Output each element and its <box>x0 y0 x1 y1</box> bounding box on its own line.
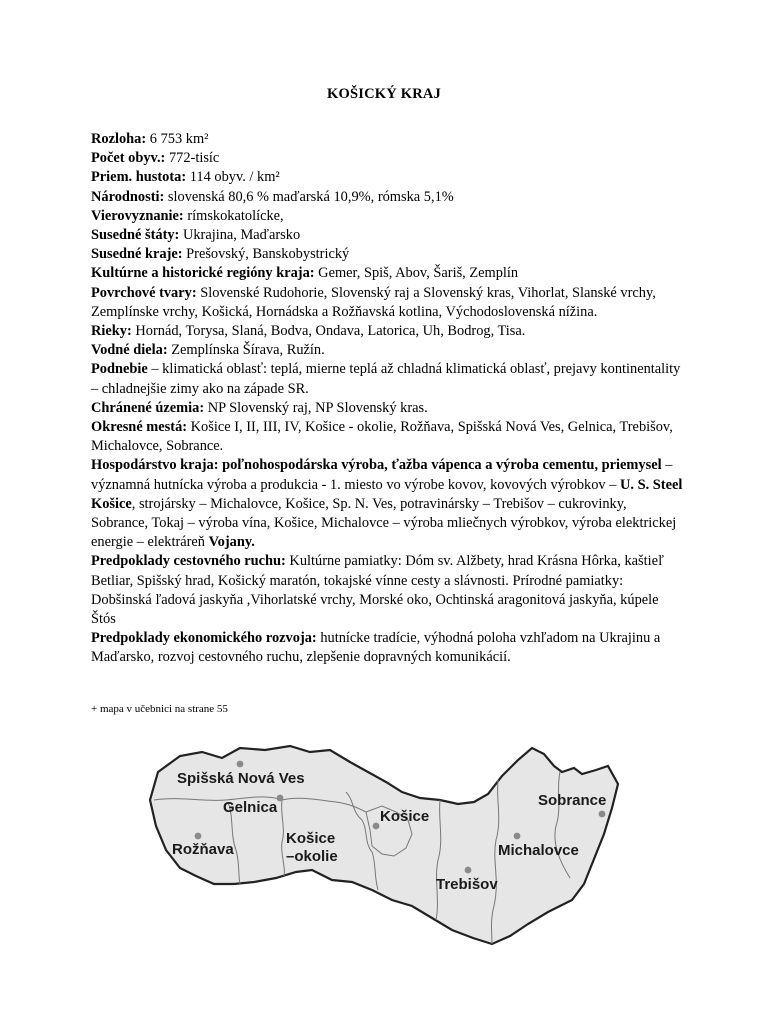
label-district-towns: Okresné mestá: <box>91 419 188 436</box>
paragraph-water-works <box>91 341 683 360</box>
label-rivers: Rieky: <box>91 323 132 340</box>
label-trebisov: Trebišov <box>436 876 498 893</box>
value-nationalities: slovenská 80,6 % maďarská 10,9%, rómska 5,1% <box>164 188 454 205</box>
paragraph-density <box>91 168 683 187</box>
value-development: hutnícke tradície, výhodná poloha vzhľadom na Ukrajinu a Maďarsko, rozvoj cestovného ruchu, zlepšenie dopravných komunikácií. <box>91 630 661 666</box>
value-religion: rímskokatolícke, <box>183 207 284 224</box>
paragraph-population <box>91 149 683 168</box>
label-landforms: Povrchové tvary: <box>91 284 197 301</box>
label-protected-areas: Chránené územia: <box>91 399 205 416</box>
value-landforms: Slovenské Rudohorie, Slovenský raj a Slovenský kras, Vihorlat, Slanské vrchy, Zemplínske vrchy, Košická, Hornádska a Rožňavská kotlina, Východoslovenská nížina. <box>91 284 656 320</box>
value-economy-2: , strojársky – Michalovce, Košice, Sp. N. Ves, potravinársky – Trebišov – cukrovinky, Sobrance, Tokaj – výroba vína, Košice, Michalovce – výroba mliečnych výrobkov, výroba elektrickej energie – elektráreň <box>91 495 677 551</box>
label-historic-regions: Kultúrne a historické regióny kraja: <box>91 265 315 282</box>
paragraph-religion <box>91 207 683 226</box>
power-plant-name: Vojany. <box>208 534 255 551</box>
paragraph-nationalities <box>91 188 683 207</box>
label-neighbor-regions: Susedné kraje: <box>91 246 183 263</box>
paragraph-protected-areas <box>91 399 683 418</box>
paragraph-climate <box>91 360 683 398</box>
value-population: 772-tisíc <box>165 150 220 167</box>
page-title: KOŠICKÝ KRAJ <box>327 86 441 102</box>
label-economy: Hospodárstvo kraja: poľnohospodárska výroba, ťažba vápenca a výroba cementu, priemysel <box>91 457 662 474</box>
marker-trebisov <box>465 867 472 874</box>
label-roznava: Rožňava <box>172 841 234 858</box>
label-kosice: Košice <box>380 808 430 825</box>
paragraph-economy <box>91 456 683 552</box>
paragraph-landforms <box>91 284 683 322</box>
label-michalovce: Michalovce <box>498 842 579 859</box>
value-neighbor-states: Ukrajina, Maďarsko <box>179 227 301 244</box>
paragraph-area <box>91 130 683 149</box>
value-area: 6 753 km² <box>146 131 209 147</box>
paragraph-historic-regions <box>91 264 683 283</box>
marker-spisska-nova-ves <box>237 761 244 768</box>
label-climate: Podnebie <box>91 361 148 378</box>
label-neighbor-states: Susedné štáty: <box>91 227 180 244</box>
paragraph-neighbor-states <box>91 226 683 245</box>
value-density: 114 obyv. / km² <box>186 169 280 186</box>
marker-michalovce <box>514 833 521 840</box>
paragraph-neighbor-regions <box>91 245 683 264</box>
value-neighbor-regions: Prešovský, Banskobystrický <box>182 246 350 263</box>
label-nationalities: Národnosti: <box>91 188 165 205</box>
value-rivers: Hornád, Torysa, Slaná, Bodva, Ondava, Latorica, Uh, Bodrog, Tisa. <box>131 323 526 340</box>
value-protected-areas: NP Slovenský raj, NP Slovenský kras. <box>204 399 428 416</box>
marker-gelnica <box>277 795 284 802</box>
value-economy-1: – významná hutnícka výroba a produkcia - 1. miesto vo výrobe kovov, kovových výrobkov – <box>91 457 673 493</box>
label-gelnica: Gelnica <box>223 799 278 816</box>
value-climate: – klimatická oblasť: teplá, mierne teplá až chladná klimatická oblasť, prejavy kontinentality – chladnejšie zimy ako na západe SR. <box>91 361 681 397</box>
label-development: Predpoklady ekonomického rozvoja: <box>91 630 317 647</box>
label-spisska-nova-ves: Spišská Nová Ves <box>177 770 305 787</box>
label-density: Priem. hustota: <box>91 169 187 186</box>
value-district-towns: Košice I, II, III, IV, Košice - okolie, Rožňava, Spišská Nová Ves, Gelnica, Trebišov, Michalovce, Sobrance. <box>91 419 673 455</box>
marker-roznava <box>195 833 202 840</box>
label-tourism: Predpoklady cestovného ruchu: <box>91 553 286 570</box>
label-sobrance: Sobrance <box>538 792 607 809</box>
marker-sobrance <box>599 811 606 818</box>
label-kosice-okolie-1: Košice <box>286 830 336 847</box>
company-name: U. S. Steel Košice <box>91 476 683 512</box>
document-body <box>91 130 683 668</box>
value-historic-regions: Gemer, Spiš, Abov, Šariš, Zemplín <box>314 265 519 282</box>
label-water-works: Vodné diela: <box>91 342 168 359</box>
marker-kosice <box>373 823 380 830</box>
label-kosice-okolie-2: –okolie <box>286 848 338 865</box>
paragraph-rivers <box>91 322 683 341</box>
label-population: Počet obyv.: <box>91 150 166 167</box>
paragraph-development <box>91 629 683 667</box>
value-tourism: Kultúrne pamiatky: Dóm sv. Alžbety, hrad Krásna Hôrka, kaštieľ Betliar, Spišský hrad, Košický maratón, tokajské vínne cesty a slávnosti. Prírodné pamiatky: Dobšinská ľadová jaskyňa ,Vihorlatské vrchy, Morské oko, Ochtinská aragonitová jaskyňa, kúpele Štós <box>91 553 664 628</box>
label-religion: Vierovyznanie: <box>91 207 184 224</box>
label-area: Rozloha: <box>91 131 147 147</box>
map-reference-note: + mapa v učebnici na strane 55 <box>91 703 228 715</box>
region-map <box>140 730 640 950</box>
paragraph-tourism <box>91 552 683 629</box>
paragraph-district-towns <box>91 418 683 456</box>
value-water-works: Zemplínska Šírava, Ružín. <box>167 342 325 359</box>
